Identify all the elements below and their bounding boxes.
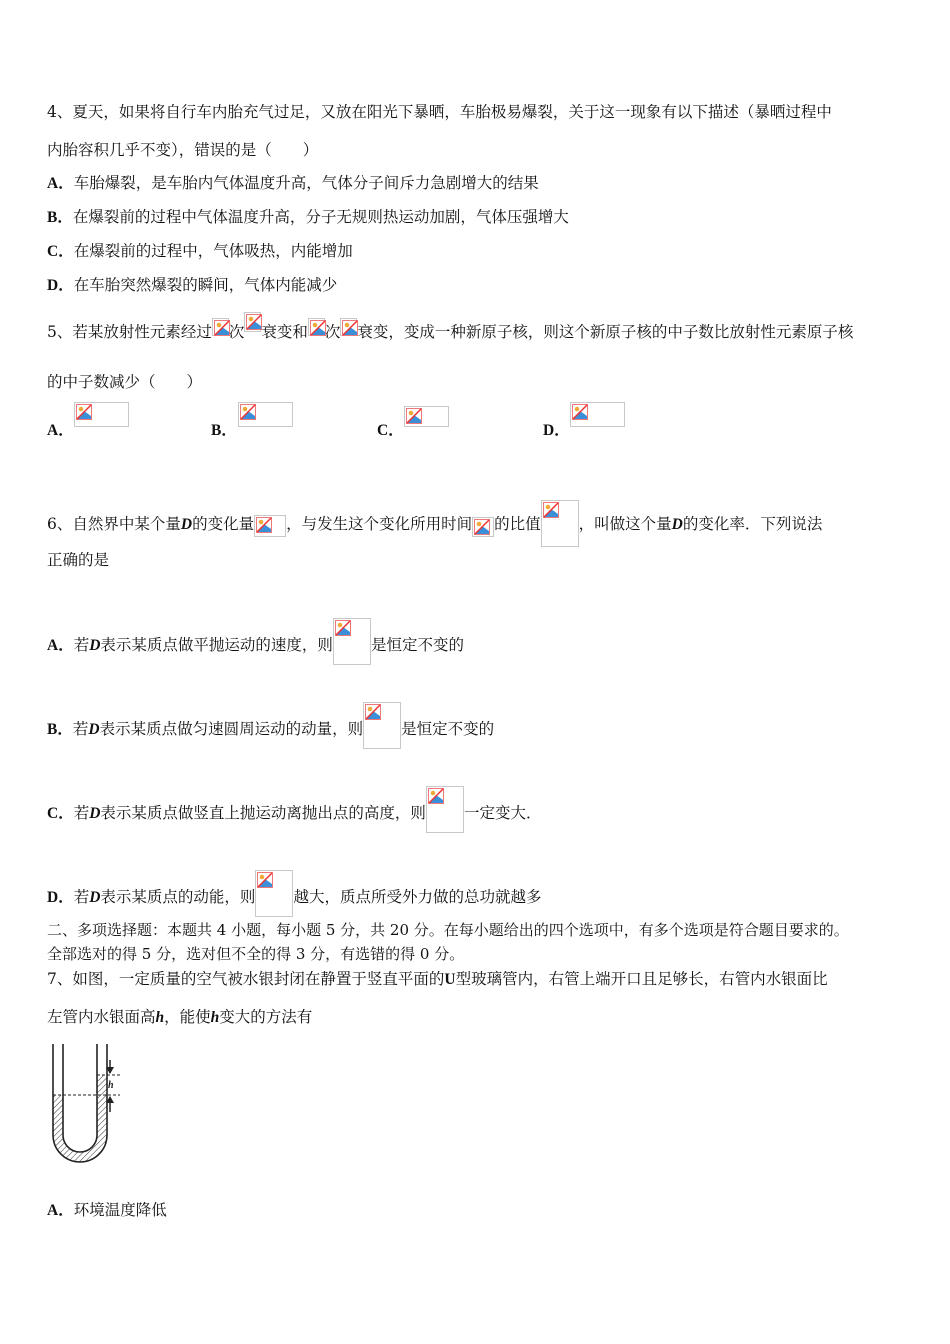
text-segment: 表示某质点做竖直上抛运动离抛出点的高度，则: [100, 804, 426, 822]
q6-stem-line1: [47, 488, 822, 535]
text-segment: 衰变和: [261, 323, 308, 341]
broken-image-icon: [212, 318, 229, 336]
var-d: D: [88, 721, 100, 738]
var-d: D: [89, 805, 101, 822]
text-segment: 若: [73, 804, 90, 822]
text-segment: 若: [73, 636, 90, 654]
broken-image-icon: [333, 618, 371, 665]
text-segment: 越大，质点所受外力做的总功就越多: [293, 888, 542, 906]
text-segment: 一定变大．: [463, 804, 542, 822]
broken-image-icon: [74, 402, 129, 427]
var-d: D: [89, 637, 101, 654]
option-label: D．: [47, 889, 74, 906]
option-label: D．: [543, 422, 570, 439]
broken-image-icon: [404, 406, 449, 427]
option-label: A．: [47, 637, 74, 654]
text-segment: 5、若某放射性元素经过: [47, 323, 212, 341]
section2-heading-line2: 全部选对的得 5 分，选对但不全的得 3 分，有选错的得 0 分。: [47, 945, 465, 963]
q5-option-a[interactable]: [47, 418, 74, 440]
broken-image-icon: [426, 786, 464, 833]
broken-image-icon: [363, 702, 401, 749]
broken-image-icon: [570, 402, 625, 427]
var-d: D: [180, 516, 193, 533]
text-segment: 是恒定不变的: [370, 636, 464, 654]
text-segment: 变大的方法有: [219, 1008, 313, 1026]
text-segment: ，叫做这个量: [578, 515, 672, 533]
var-d: D: [89, 889, 101, 906]
option-label: B．: [47, 721, 73, 738]
q4-option-b[interactable]: [47, 207, 569, 228]
text-segment: 表示某质点的动能，则: [100, 888, 256, 906]
u-tube-diagram: [48, 1040, 128, 1170]
option-text: 在爆裂前的过程中，气体吸热，内能增加: [73, 242, 353, 260]
option-text: 在爆裂前的过程中气体温度升高，分子无规则热运动加剧，气体压强增大: [72, 208, 569, 226]
var-d: D: [671, 516, 683, 533]
text-segment: ，与发生这个变化所用时间: [286, 515, 473, 533]
option-label: B．: [211, 422, 237, 439]
option-label: C．: [377, 422, 404, 439]
var-u: U: [444, 971, 456, 988]
q5-option-d[interactable]: [543, 418, 570, 440]
option-label: A．: [47, 175, 74, 192]
text-segment: 次: [324, 323, 341, 341]
section2-heading-line1: 二、多项选择题：本题共 4 小题，每小题 5 分，共 20 分。在每小题给出的四个选项中，有多个选项是符合题目要求的。: [47, 921, 849, 939]
broken-image-icon: [254, 515, 286, 537]
broken-image-icon: [238, 402, 293, 427]
q5-stem-line2: 的中子数减少（ ）: [47, 373, 203, 391]
option-label: C．: [47, 805, 74, 822]
q7-option-a[interactable]: [47, 1200, 167, 1221]
text-segment: 左管内水银面高: [47, 1008, 156, 1026]
h-label: h: [108, 1080, 114, 1091]
q6-option-c[interactable]: [47, 777, 541, 824]
var-h: h: [210, 1009, 220, 1026]
q7-stem-line1: [47, 969, 828, 990]
broken-image-icon: [255, 870, 293, 917]
option-text: 车胎爆裂，是车胎内气体温度升高，气体分子间斥力急剧增大的结果: [73, 174, 539, 192]
q4-option-c[interactable]: [47, 241, 353, 262]
var-h: h: [155, 1009, 165, 1026]
q6-stem-line2: 正确的是: [47, 551, 110, 569]
mercury-column: [53, 1075, 107, 1162]
broken-image-icon: [472, 517, 494, 537]
text-segment: 若: [73, 888, 90, 906]
text-segment: 的变化率．下列说法: [682, 515, 823, 533]
q5-option-b[interactable]: [211, 418, 237, 440]
broken-image-icon: [308, 318, 325, 336]
text-segment: 6、自然界中某个量: [47, 515, 181, 533]
text-segment: 的比值: [494, 515, 541, 533]
q4-option-a[interactable]: [47, 173, 539, 194]
q7-stem-line2: [47, 1007, 312, 1028]
text-segment: 次: [228, 323, 245, 341]
text-segment: 的变化量: [192, 515, 255, 533]
q4-stem-line2: 内胎容积几乎不变），错误的是（ ）: [47, 141, 319, 159]
q6-option-b[interactable]: [47, 693, 494, 740]
q6-option-d[interactable]: [47, 861, 541, 908]
option-label: B．: [47, 209, 73, 226]
option-label: A．: [47, 1202, 74, 1219]
q4-stem-line1: 4、夏天，如果将自行车内胎充气过足，又放在阳光下暴晒，车胎极易爆裂，关于这一现象有以下描述（暴晒过程中: [47, 103, 832, 121]
option-label: C．: [47, 243, 74, 260]
q5-stem-line1: [47, 322, 853, 342]
option-label: D．: [47, 277, 74, 294]
text-segment: 衰变，变成一种新原子核，则这个新原子核的中子数比放射性元素原子核: [357, 323, 854, 341]
option-text: 在车胎突然爆裂的瞬间，气体内能减少: [73, 276, 338, 294]
q4-option-d[interactable]: [47, 275, 337, 296]
broken-image-icon: [340, 318, 357, 336]
option-label: A．: [47, 422, 74, 439]
text-segment: 7、如图，一定质量的空气被水银封闭在静置于竖直平面的: [47, 970, 445, 988]
text-segment: 表示某质点做匀速圆周运动的动量，则: [99, 720, 364, 738]
text-segment: ，能使: [164, 1008, 211, 1026]
broken-image-icon: [244, 312, 261, 332]
text-segment: 是恒定不变的: [401, 720, 495, 738]
q5-option-c[interactable]: [377, 418, 404, 440]
text-segment: 型玻璃管内，右管上端开口且足够长，右管内水银面比: [455, 970, 828, 988]
text-segment: 若: [72, 720, 89, 738]
option-text: 环境温度降低: [73, 1201, 167, 1219]
tube-inner-wall: [63, 1044, 97, 1152]
broken-image-icon: [541, 500, 579, 547]
text-segment: 表示某质点做平抛运动的速度，则: [100, 636, 333, 654]
q6-option-a[interactable]: [47, 609, 464, 656]
